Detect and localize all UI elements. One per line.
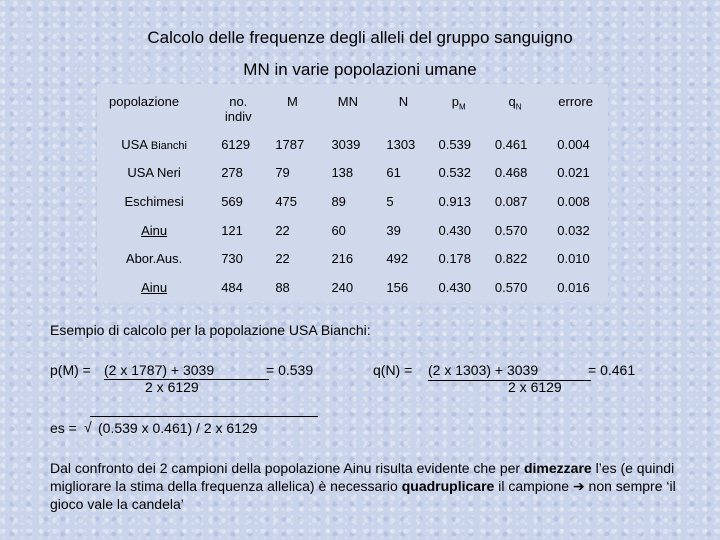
cell-mn: 138: [331, 165, 354, 181]
example-heading: Esempio di calcolo per la popolazione USA Bianchi:: [50, 322, 371, 338]
cell-p: 0.532: [438, 165, 472, 181]
cell-nn: 492: [386, 251, 409, 267]
cell-m: 475: [275, 193, 298, 209]
es-formula-label: es =: [50, 420, 77, 436]
conclusion-paragraph: [50, 459, 680, 513]
cell-p: 0.539: [438, 136, 472, 152]
cell-nn: 156: [386, 279, 409, 295]
cell-nn: 5: [386, 193, 394, 209]
cell-m: 22: [275, 222, 290, 238]
table-row: [97, 187, 608, 216]
conclusion-bold-halve: dimezzare: [523, 460, 592, 476]
cell-q: 0.461: [494, 136, 528, 152]
p-formula-numerator: (2 x 1787) + 3039: [104, 362, 215, 378]
cell-mn: 89: [331, 193, 346, 209]
cell-q: 0.468: [494, 165, 528, 181]
cell-m: 1787: [275, 136, 305, 152]
cell-err: 0.032: [557, 222, 590, 238]
cell-p: 0.178: [438, 251, 472, 267]
q-formula-numerator: (2 x 1303) + 3039: [428, 362, 539, 378]
cell-err: 0.016: [557, 279, 590, 295]
header-m: M: [286, 94, 298, 109]
cell-m: 79: [275, 165, 290, 181]
header-no-line2: indiv: [224, 109, 252, 124]
header-p-main: p: [451, 94, 459, 109]
cell-err: 0.004: [557, 136, 590, 152]
table-row: [97, 159, 608, 188]
cell-nn: 61: [386, 165, 401, 181]
q-formula-label: q(N) =: [373, 362, 413, 378]
header-q-sub: N: [515, 102, 522, 112]
header-qn: [487, 84, 543, 130]
cell-q: 0.570: [494, 279, 528, 295]
table-header-row: [97, 84, 608, 130]
pop-name: USA: [121, 136, 148, 152]
cell-mn: 240: [331, 279, 354, 295]
cell-popolazione: Ainu: [141, 279, 168, 295]
header-n: N: [398, 94, 409, 109]
table-row: [97, 216, 608, 245]
sqrt-overbar: [90, 416, 318, 417]
cell-m: 88: [275, 279, 290, 295]
cell-p: 0.913: [438, 193, 472, 209]
cell-n: 569: [221, 193, 243, 209]
q-formula-denominator: 2 x 6129: [508, 379, 562, 395]
page-title: Calcolo delle frequenze degli alleli del gruppo sanguigno: [147, 28, 573, 47]
cell-q: 0.087: [494, 193, 528, 209]
cell-popolazione: Abor.Aus.: [125, 251, 183, 267]
header-no-line1: no.: [229, 94, 248, 109]
cell-nn: 1303: [386, 136, 416, 152]
q-formula-result: = 0.461: [588, 362, 636, 378]
p-formula-result: = 0.539: [266, 362, 314, 378]
cell-err: 0.010: [557, 251, 590, 267]
cell-mn: 216: [331, 251, 354, 267]
table-row: [97, 244, 608, 273]
cell-err: 0.008: [557, 193, 590, 209]
page-subtitle: MN in varie popolazioni umane: [243, 60, 477, 79]
conclusion-text-4: non sempre ‘il gioco vale la candela’: [50, 478, 676, 512]
table-row: [97, 130, 608, 159]
pop-name-small: Bianchi: [150, 139, 187, 152]
header-pm: [430, 84, 486, 130]
header-popolazione: popolazione: [109, 94, 180, 109]
cell-n: 6129: [221, 136, 251, 152]
conclusion-bold-quadruple: quadruplicare: [401, 478, 495, 494]
header-q-main: q: [508, 94, 516, 109]
arrow-right-icon: ➔: [572, 478, 585, 494]
header-errore: errore: [558, 94, 593, 109]
cell-popolazione: Ainu: [141, 222, 168, 238]
conclusion-text-2: l’es (e quindi migliorare la stima della frequenza allelica) è necessario: [50, 460, 675, 494]
header-p-sub: M: [458, 102, 466, 112]
cell-popolazione: [97, 130, 211, 159]
cell-n: 121: [221, 222, 243, 238]
cell-popolazione: USA Neri: [127, 165, 181, 181]
p-formula-denominator: 2 x 6129: [145, 379, 199, 395]
conclusion-text-1: Dal confronto dei 2 campioni della popolazione Ainu risulta evidente che per: [50, 460, 524, 476]
conclusion-text-3: il campione: [494, 478, 573, 494]
cell-q: 0.570: [494, 222, 528, 238]
frequency-table: [97, 84, 608, 302]
es-formula-radicand: (0.539 x 0.461) / 2 x 6129: [98, 420, 258, 436]
cell-popolazione: Eschimesi: [124, 193, 184, 209]
header-mn: MN: [337, 94, 359, 109]
cell-nn: 39: [386, 222, 401, 238]
cell-mn: 60: [331, 222, 346, 238]
cell-p: 0.430: [438, 222, 472, 238]
cell-mn: 3039: [331, 136, 361, 152]
cell-n: 730: [221, 251, 243, 267]
cell-n: 484: [221, 279, 243, 295]
table-row: [97, 273, 608, 302]
cell-err: 0.021: [557, 165, 590, 181]
sqrt-symbol: √: [84, 419, 92, 435]
cell-m: 22: [275, 251, 290, 267]
header-no-indiv: [211, 84, 265, 130]
cell-q: 0.822: [494, 251, 528, 267]
cell-n: 278: [221, 165, 243, 181]
cell-p: 0.430: [438, 279, 472, 295]
p-formula-label: p(M) =: [50, 362, 91, 378]
